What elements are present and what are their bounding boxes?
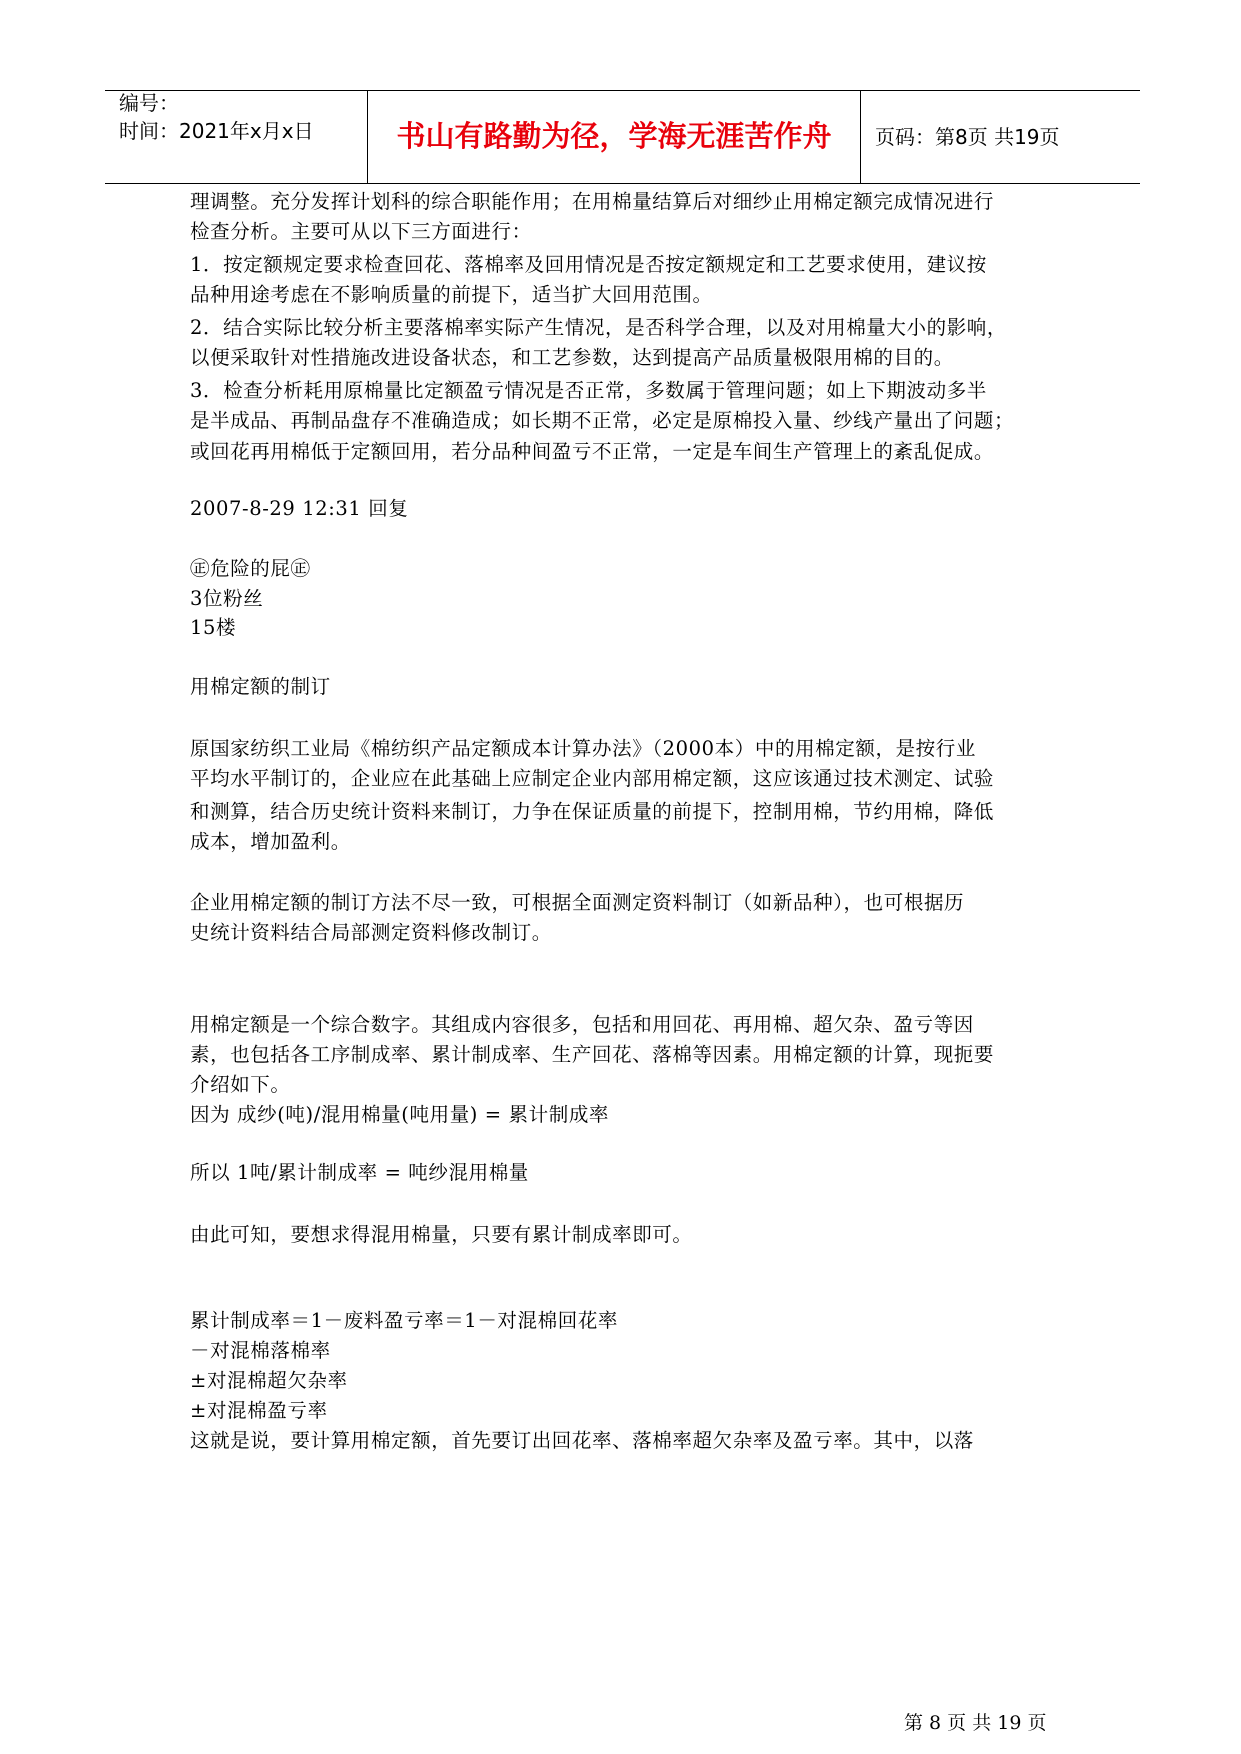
- text-line: 3．检查分析耗用原棉量比定额盈亏情况是否正常，多数属于管理问题；如上下期波动多半: [190, 379, 987, 402]
- text-line: 是半成品、再制品盘存不准确造成；如长期不正常，必定是原棉投入量、纱线产量出了问题；: [190, 409, 1015, 432]
- text-line: 这就是说，要计算用棉定额，首先要订出回花率、落棉率超欠杂率及盈亏率。其中，以落: [190, 1429, 974, 1452]
- text-line: 以便采取针对性措施改进设备状态，和工艺参数，达到提高产品质量极限用棉的目的。: [190, 346, 954, 369]
- formula-line: 因为 成纱(吨)/混用棉量(吨用量) = 累计制成率: [190, 1103, 610, 1126]
- poster-name: ㊣危险的屁㊣: [190, 557, 311, 580]
- text-line: 企业用棉定额的制订方法不尽一致，可根据全面测定资料制订（如新品种），也可根据历: [190, 891, 965, 914]
- formula-line: 所以 1吨/累计制成率 = 吨纱混用棉量: [190, 1161, 529, 1184]
- formula-line: ±对混棉盈亏率: [190, 1399, 328, 1422]
- formula-line: 累计制成率＝1－废料盈亏率＝1－对混棉回花率: [190, 1309, 619, 1332]
- header-left-cell: [105, 91, 368, 183]
- text-line: 素，也包括各工序制成率、累计制成率、生产回花、落棉等因素。用棉定额的计算，现扼要: [190, 1043, 995, 1066]
- text-line: 史统计资料结合局部测定资料修改制订。: [190, 921, 552, 944]
- floor-number: 15楼: [190, 616, 237, 639]
- text-line: 1．按定额规定要求检查回花、落棉率及回用情况是否按定额规定和工艺要求使用，建议按: [190, 253, 987, 276]
- text-line: 品种用途考虑在不影响质量的前提下，适当扩大回用范围。: [190, 283, 713, 306]
- text-line: 和测算，结合历史统计资料来制订，力争在保证质量的前提下，控制用棉，节约用棉，降低: [190, 800, 995, 823]
- serial-label: 编号：: [119, 91, 179, 115]
- text-line: 用棉定额是一个综合数字。其组成内容很多，包括和用回花、再用棉、超欠杂、盈亏等因: [190, 1013, 974, 1036]
- header-motto: 书山有路勤为径，学海无涯苦作舟: [396, 119, 832, 153]
- poster-fans: 3位粉丝: [190, 587, 264, 610]
- text-line: 理调整。充分发挥计划科的综合职能作用；在用棉量结算后对细纱止用棉定额完成情况进行: [190, 190, 995, 213]
- header-page-info: 页码：第8页 共19页: [875, 125, 1060, 149]
- text-line: 原国家纺织工业局《棉纺织产品定额成本计算办法》（2000本）中的用棉定额，是按行业: [190, 737, 976, 760]
- formula-line: －对混棉落棉率: [190, 1339, 331, 1362]
- text-line: 成本，增加盈利。: [190, 830, 351, 853]
- text-line: 检查分析。主要可从以下三方面进行：: [190, 220, 532, 243]
- formula-line: ±对混棉超欠杂率: [190, 1369, 348, 1392]
- text-line: 2．结合实际比较分析主要落棉率实际产生情况，是否科学合理，以及对用棉量大小的影响，: [190, 316, 1008, 339]
- page-header: [105, 90, 1140, 184]
- text-line: 介绍如下。: [190, 1073, 291, 1096]
- page-footer: 第 8 页 共 19 页: [904, 1712, 1047, 1734]
- header-center-cell: [368, 91, 861, 183]
- time-label: 时间：2021年x月x日: [119, 119, 314, 143]
- header-right-cell: [861, 91, 1140, 183]
- text-line: 平均水平制订的，企业应在此基础上应制定企业内部用棉定额，这应该通过技术测定、试验: [190, 767, 995, 790]
- section-title: 用棉定额的制订: [190, 675, 331, 698]
- text-line: 由此可知，要想求得混用棉量，只要有累计制成率即可。: [190, 1223, 693, 1246]
- post-timestamp: 2007-8-29 12:31 回复: [190, 497, 409, 520]
- text-line: 或回花再用棉低于定额回用，若分品种间盈亏不正常，一定是车间生产管理上的紊乱促成。: [190, 440, 995, 463]
